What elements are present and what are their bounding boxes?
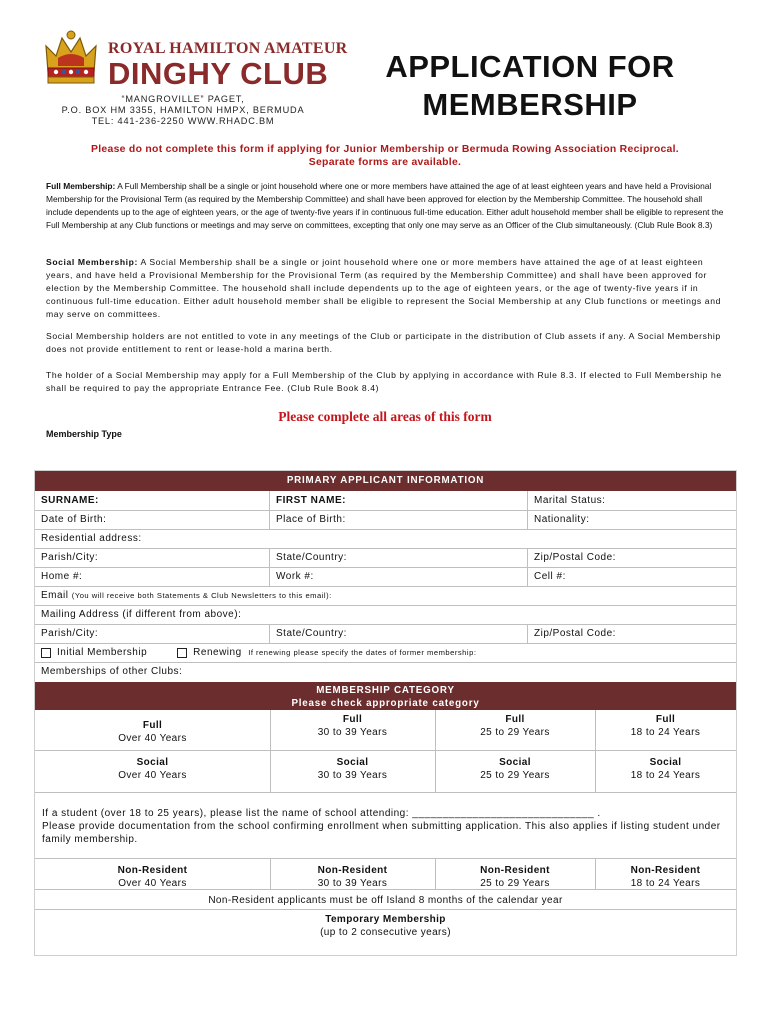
title-line2: MEMBERSHIP: [422, 87, 638, 122]
residential-address-field[interactable]: Residential address:: [41, 533, 142, 544]
address-line: “MANGROVILLE” PAGET,: [121, 94, 245, 104]
category-name: Social: [649, 757, 682, 768]
category-name: Social: [136, 757, 169, 768]
category-age: 25 to 29 Years: [480, 878, 550, 889]
form-row-phones: [35, 567, 736, 587]
category-age: 30 to 39 Years: [317, 878, 388, 889]
other-clubs-field[interactable]: Memberships of other Clubs:: [41, 666, 183, 677]
parish-city-field[interactable]: Parish/City:: [35, 548, 270, 567]
category-age: 25 to 29 Years: [480, 727, 550, 738]
category-age: 30 to 39 Years: [317, 770, 388, 781]
category-name: Full: [655, 714, 676, 725]
form-row-mailing: [35, 605, 736, 625]
mailing-state-field[interactable]: State/Country:: [270, 624, 528, 643]
club-name-line2: DINGHY CLUB: [108, 56, 329, 91]
transfer-note: The holder of a Social Membership may apply for a Full Membership of the Club by applying in accordance with Rule 8.3. If elected to Full Membership he shall be required to pay the appropriate Entrance Fee. (Club Rule Book 8.4): [46, 370, 722, 393]
category-nonres-25-29[interactable]: [435, 864, 595, 890]
membership-category-header: [35, 682, 736, 710]
state-country-field[interactable]: State/Country:: [270, 548, 528, 567]
category-name: Full: [505, 714, 525, 725]
full-membership-paragraph: [46, 180, 730, 232]
renewing-note: If renewing please specify the dates of former membership:: [248, 648, 477, 657]
category-full-over40[interactable]: [35, 719, 270, 745]
category-name: Non-Resident: [630, 865, 701, 876]
page-title: [380, 48, 680, 124]
nationality-field[interactable]: Nationality:: [534, 514, 590, 525]
form-row-mailing-location: [35, 624, 736, 644]
category-nonres-18-24[interactable]: [595, 864, 736, 890]
form-row-location: [35, 548, 736, 568]
mailing-address-field[interactable]: Mailing Address (if different from above):: [41, 609, 242, 620]
category-age: 30 to 39 Years: [317, 727, 388, 738]
form-row-other-clubs: [35, 662, 736, 681]
category-name: Temporary Membership: [325, 914, 446, 925]
grid-divider: [35, 858, 736, 859]
grid-divider: [35, 750, 736, 751]
form-row-names: [35, 491, 736, 511]
category-full-25-29[interactable]: [435, 713, 595, 739]
student-note: [42, 807, 732, 846]
category-full-30-39[interactable]: [270, 713, 435, 739]
form-row-membership-status: [35, 643, 736, 663]
renewing-label: Renewing: [193, 647, 242, 658]
category-age: 18 to 24 Years: [630, 878, 701, 889]
title-line1: APPLICATION FOR: [385, 49, 675, 84]
email-label: Email: [41, 590, 69, 601]
place-of-birth-field[interactable]: Place of Birth:: [270, 510, 528, 529]
grid-divider: [35, 909, 736, 910]
mailing-zip-field[interactable]: Zip/Postal Code:: [534, 628, 616, 639]
social-membership-paragraph: [46, 256, 730, 321]
category-name: Full: [142, 720, 163, 731]
work-phone-field[interactable]: Work #:: [270, 567, 528, 586]
first-name-field[interactable]: FIRST NAME:: [270, 491, 528, 510]
category-temporary[interactable]: [35, 913, 736, 939]
separate-forms-warning: [40, 143, 730, 169]
category-age: 18 to 24 Years: [630, 727, 701, 738]
category-age: Over 40 Years: [118, 733, 187, 744]
category-title: MEMBERSHIP CATEGORY: [316, 685, 455, 696]
form-row-birth: [35, 510, 736, 530]
club-crest-logo: [40, 28, 102, 90]
zip-code-field[interactable]: Zip/Postal Code:: [534, 552, 616, 563]
initial-membership-label: Initial Membership: [57, 647, 148, 658]
application-form: [34, 470, 737, 956]
category-age: Over 40 Years: [118, 878, 187, 889]
category-age: Over 40 Years: [118, 770, 187, 781]
email-field[interactable]: [35, 586, 736, 605]
email-note: (You will receive both Statements & Club Newsletters to this email):: [71, 591, 332, 600]
student-school-line[interactable]: If a student (over 18 to 25 years), please list the name of school attending: ______________________________ .: [42, 808, 601, 819]
category-name: Non-Resident: [117, 865, 188, 876]
social-membership-note: Social Membership holders are not entitled to vote in any meetings of the Club or participate in the distribution of Club assets if any. A Social Membership does not provide entitlement to rent or lease-hold a marina berth.: [46, 331, 721, 354]
membership-type-label: Membership Type: [46, 429, 122, 439]
complete-all-notice: Please complete all areas of this form: [278, 409, 492, 424]
home-phone-field[interactable]: Home #:: [35, 567, 270, 586]
social-membership-label: Social Membership:: [46, 257, 138, 267]
warning-line1: Please do not complete this form if applying for Junior Membership or Bermuda Rowing Association Reciprocal.: [91, 144, 679, 155]
address-line: P.O. BOX HM 3355, HAMILTON HMPX, BERMUDA: [61, 105, 305, 115]
full-membership-text: A Full Membership shall be a single or joint household where one or more members have attained the age of at least eighteen years and have held a Provisional Membership for the Provisional Term (as required by the Membership Committee) and shall have been approved for election by the Membership Committee. The household shall include dependents up to the age of eighteen years, or the age of twenty-five years if in continuous full-time education. Either adult household member shall be eligible to represent the Full Membership at any Club functions or meetings and may serve on committees, excepting that only one may serve as an Officer of the Club simultaneously. (Club Rule Book 8.3): [46, 181, 724, 230]
student-documentation-line: Please provide documentation from the school confirming enrollment when submitting application. This also applies if listing student under family membership.: [42, 821, 721, 845]
address-line: TEL: 441-236-2250 WWW.RHADC.BM: [91, 116, 275, 126]
surname-field[interactable]: SURNAME:: [35, 491, 270, 510]
category-name: Full: [342, 714, 363, 725]
category-name: Non-Resident: [480, 865, 550, 876]
category-social-30-39[interactable]: [270, 756, 435, 782]
nonresident-note: Non-Resident applicants must be off Island 8 months of the calendar year: [208, 895, 563, 906]
form-row-residential: [35, 529, 736, 549]
category-nonres-over40[interactable]: [35, 864, 270, 890]
category-social-18-24[interactable]: [595, 756, 736, 782]
category-nonres-30-39[interactable]: [270, 864, 435, 890]
category-name: Non-Resident: [317, 865, 388, 876]
social-membership-text: A Social Membership shall be a single or joint household where one or more members have attained the age of at least eighteen years, and have held a Provisional Membership for the Provisional Term (as required by the Membership Committee) and shall have been approved for election by the Membership Committee. The household shall include dependents up to the age of eighteen years, or the age of twenty-five years if in continuous full-time education. Either adult household member shall be eligible to represent the Social Membership at any Club functions or meetings and may serve on committees.: [46, 257, 721, 319]
warning-line2: Separate forms are available.: [308, 157, 462, 168]
category-social-25-29[interactable]: [435, 756, 595, 782]
category-age: 25 to 29 Years: [480, 770, 550, 781]
club-name-line1: ROYAL HAMILTON AMATEUR: [108, 40, 348, 57]
category-name: Social: [336, 757, 369, 768]
category-age: 18 to 24 Years: [630, 770, 701, 781]
grid-divider: [35, 792, 736, 793]
date-of-birth-field[interactable]: Date of Birth:: [35, 510, 270, 529]
full-membership-label: Full Membership:: [46, 181, 116, 191]
marital-status-field[interactable]: Marital Status:: [534, 495, 606, 506]
primary-applicant-header: PRIMARY APPLICANT INFORMATION: [35, 471, 736, 491]
form-row-email: [35, 586, 736, 606]
mailing-parish-field[interactable]: Parish/City:: [35, 624, 270, 643]
cell-phone-field[interactable]: Cell #:: [534, 571, 566, 582]
category-name: Social: [499, 757, 531, 768]
category-subtitle: Please check appropriate category: [291, 698, 480, 709]
category-full-18-24[interactable]: [595, 713, 736, 739]
club-address: [52, 94, 314, 127]
initial-membership-checkbox[interactable]: [41, 648, 51, 658]
category-social-over40[interactable]: [35, 756, 270, 782]
renewing-checkbox[interactable]: [177, 648, 187, 658]
category-age: (up to 2 consecutive years): [320, 927, 451, 938]
membership-status-options: [35, 643, 736, 662]
